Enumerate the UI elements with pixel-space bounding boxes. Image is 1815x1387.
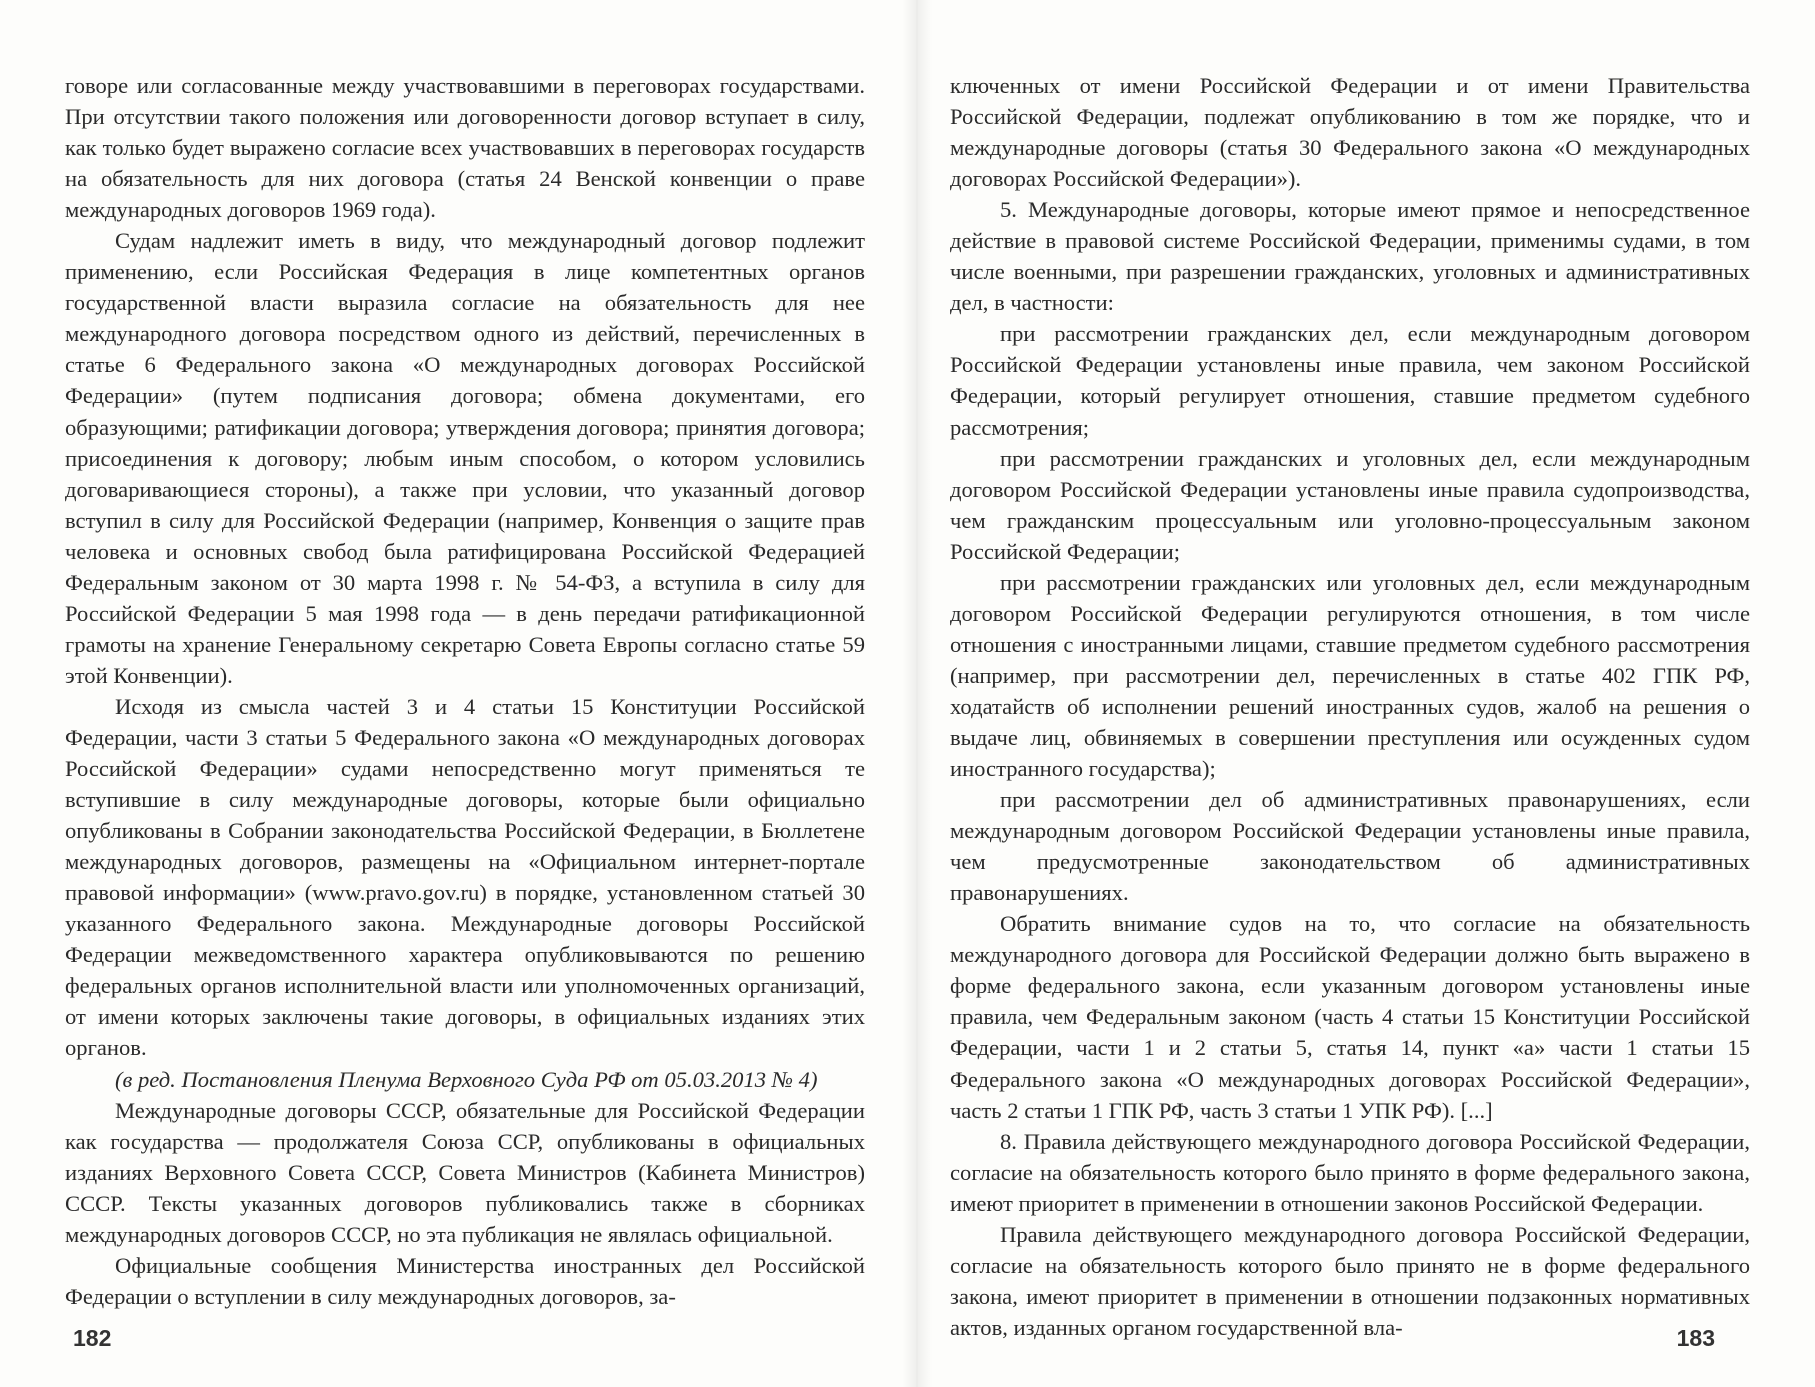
paragraph: Международные договоры СССР, обязательные для Российской Федерации как государства — продолжателя Союза ССР, опубликованы в официальных изданиях Верховного Совета СССР, Совета Министров (Кабинета Министров) СССР. Тексты указанных договоров публиковались также в сборниках международных договоров СССР, но эта публикация не являлась официальной. — [65, 1097, 865, 1247]
paragraph: при рассмотрении гражданских дел, если международным договором Российской Федерации установлены иные правила, чем законом Российской Федерации, который регулирует отношения, ставшие предметом судебного рассмотрения; — [950, 321, 1750, 440]
paragraph: Обратить внимание судов на то, что согласие на обязательность международного договора для Российской Федерации должно быть выражено в форме федерального закона, если указанным договором установлены иные правила, чем Федеральным законом (часть 4 статьи 15 Конституции Российской Федерации, части 1 и 2 статьи 5, статья 14, пункт «а» части 1 статьи 15 Федерального закона «О международных договорах Российской Федерации», часть 2 статьи 1 ГПК РФ, часть 3 статьи 1 УПК РФ). [...] — [950, 911, 1750, 1123]
paragraph: Правила действующего международного договора Российской Федерации, согласие на обязательность которого было принято не в форме федерального закона, имеют приоритет в применении в отношении подзаконных нормативных актов, изданных органом государственной вла- — [950, 1221, 1750, 1340]
paragraph: Официальные сообщения Министерства иностранных дел Российской Федерации о вступлении в силу международных договоров, за- — [65, 1252, 865, 1309]
book-gutter — [902, 0, 932, 1387]
right-page — [950, 70, 1750, 1370]
paragraph: 8. Правила действующего международного договора Российской Федерации, согласие на обязательность которого было принято в форме федерального закона, имеют приоритет в применении в отношении законов Российской Федерации. — [950, 1128, 1750, 1216]
paragraph: Исходя из смысла частей 3 и 4 статьи 15 Конституции Российской Федерации, части 3 статьи 5 Федерального закона «О международных договорах Российской Федерации» судами непосредственно могут применяться те вступившие в силу международные договоры, которые были официально опубликованы в Собрании законодательства Российской Федерации, в Бюллетене международных договоров, размещены на «Официальном интернет-портале правовой информации» (www.pravo.gov.ru) в порядке, установленном статьей 30 указанного Федерального закона. Международные договоры Российской Федерации межведомственного характера опубликовываются по решению федеральных органов исполнительной власти или уполномоченных организаций, от имени которых заключены такие договоры, в официальных изданиях этих органов. — [65, 693, 865, 1061]
left-page-text — [65, 70, 865, 1312]
right-page-text — [950, 70, 1750, 1343]
paragraph: говоре или согласованные между участвовавшими в переговорах государствами. При отсутствии такого положения или договоренности договор вступает в силу, как только будет выражено согласие всех участвовавших в переговорах государств на обязательность для них договора (статья 24 Венской конвенции о праве международных договоров 1969 года). — [65, 73, 865, 223]
paragraph: при рассмотрении дел об административных правонарушениях, если международным договором Российской Федерации установлены иные правила, чем предусмотренные законодательством об административных правонарушениях. — [950, 787, 1750, 906]
page-number-right: 183 — [1676, 1325, 1715, 1351]
editorial-note: (в ред. Постановления Пленума Верховного Суда РФ от 05.03.2013 № 4) — [115, 1066, 818, 1092]
paragraph: ключенных от имени Российской Федерации и от имени Правительства Российской Федерации, подлежат опубликованию в том же порядке, что и международные договоры (статья 30 Федерального закона «О международных договорах Российской Федерации»). — [950, 73, 1750, 192]
left-page — [65, 70, 865, 1370]
page-number-left: 182 — [73, 1325, 112, 1351]
paragraph: при рассмотрении гражданских или уголовных дел, если международным договором Российской Федерации регулируются отношения, в том числе отношения с иностранными лицами, ставшие предметом судебного рассмотрения (например, при рассмотрении дел, перечисленных в статье 402 ГПК РФ, ходатайств об исполнении решений иностранных судов, жалоб на решения о выдаче лиц, обвиняемых в совершении преступления или осужденных судом иностранного государства); — [950, 569, 1750, 782]
paragraph: при рассмотрении гражданских и уголовных дел, если международным договором Российской Федерации установлены иные правила судопроизводства, чем гражданским процессуальным или уголовно-процессуальным законом Российской Федерации; — [950, 445, 1750, 564]
paragraph: 5. Международные договоры, которые имеют прямое и непосредственное действие в правовой системе Российской Федерации, применимы судами, в том числе военными, при разрешении гражданских, уголовных и административных дел, в частности: — [950, 197, 1750, 316]
paragraph: Судам надлежит иметь в виду, что международный договор подлежит применению, если Российская Федерация в лице компетентных органов государственной власти выразила согласие на обязательность для нее международного договора посредством одного из действий, перечисленных в статье 6 Федерального закона «О международных договорах Российской Федерации» (путем подписания договора; обмена документами, его образующими; ратификации договора; утверждения договора; принятия договора; присоединения к договору; любым иным способом, о котором условились договаривающиеся стороны), а также при условии, что указанный договор вступил в силу для Российской Федерации (например, Конвенция о защите прав человека и основных свобод была ратифицирована Российской Федерацией Федеральным законом от 30 марта 1998 г. № 54-ФЗ, а вступила в силу для Российской Федерации 5 мая 1998 года — в день передачи ратификационной грамоты на хранение Генеральному секретарю Совета Европы согласно статье 59 этой Конвенции). — [65, 228, 865, 688]
